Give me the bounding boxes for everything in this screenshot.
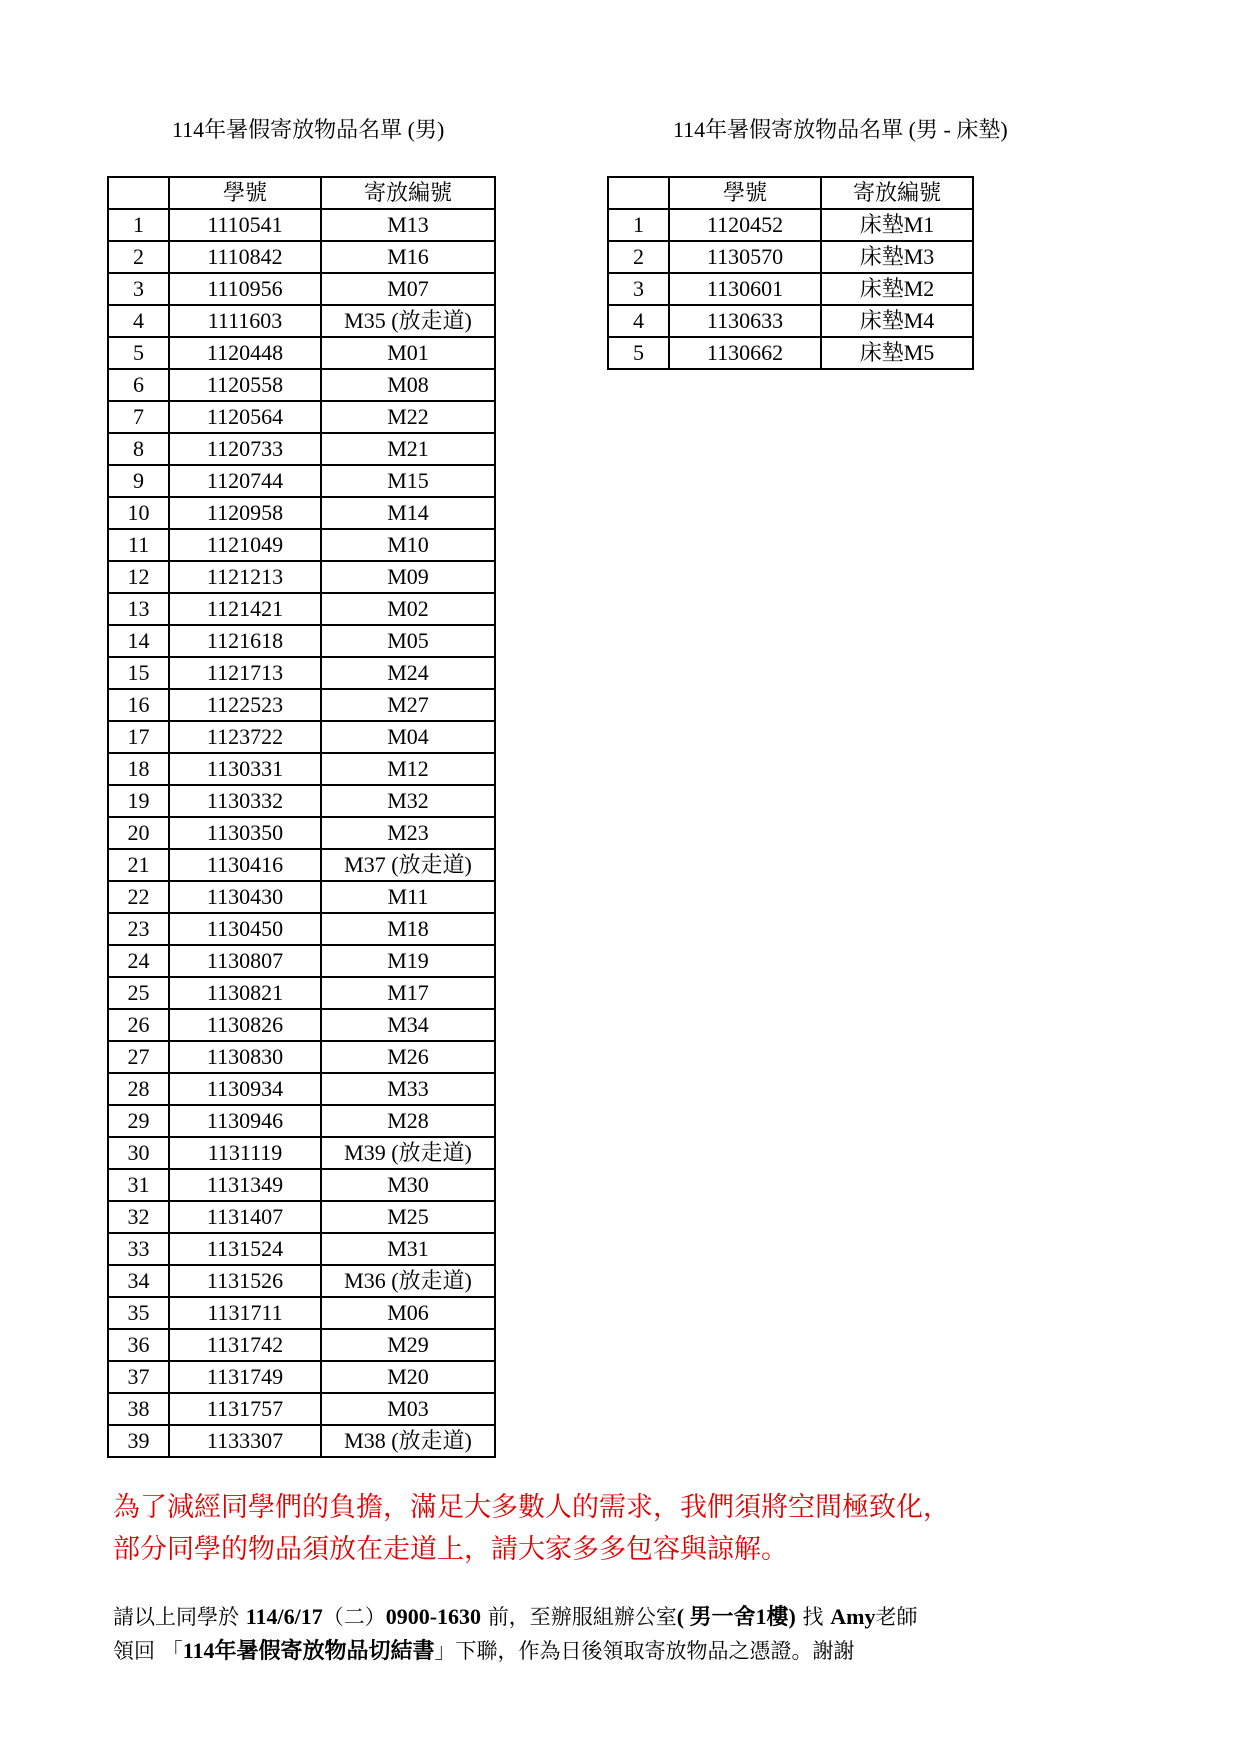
storage-number: M22: [321, 401, 495, 433]
storage-number: M18: [321, 913, 495, 945]
row-index: 13: [108, 593, 169, 625]
table-row: [108, 593, 495, 625]
row-index: 14: [108, 625, 169, 657]
instruction-line-1: [113, 1600, 1193, 1634]
student-id: 1120958: [169, 497, 321, 529]
table-row: [108, 273, 495, 305]
table-row: [108, 1009, 495, 1041]
row-index: 37: [108, 1361, 169, 1393]
row-index: 36: [108, 1329, 169, 1361]
storage-number: M27: [321, 689, 495, 721]
row-index: 29: [108, 1105, 169, 1137]
row-index: 39: [108, 1425, 169, 1457]
table-row: [108, 849, 495, 881]
student-id: 1123722: [169, 721, 321, 753]
student-id: 1130450: [169, 913, 321, 945]
storage-number: M24: [321, 657, 495, 689]
student-id: 1131349: [169, 1169, 321, 1201]
row-index: 5: [108, 337, 169, 369]
student-id: 1130570: [669, 241, 821, 273]
storage-number: M36 (放走道): [321, 1265, 495, 1297]
storage-number: M15: [321, 465, 495, 497]
row-index: 15: [108, 657, 169, 689]
student-id: 1110956: [169, 273, 321, 305]
pickup-time: 0900-1630: [385, 1604, 482, 1629]
instr-text: 老師: [875, 1605, 918, 1629]
student-id: 1131119: [169, 1137, 321, 1169]
table-row: [108, 881, 495, 913]
student-id: 1131749: [169, 1361, 321, 1393]
student-id: 1110541: [169, 209, 321, 241]
table-row: [108, 337, 495, 369]
row-index: 22: [108, 881, 169, 913]
storage-number: M06: [321, 1297, 495, 1329]
storage-number: M34: [321, 1009, 495, 1041]
row-index: 35: [108, 1297, 169, 1329]
storage-table-mattress: [607, 176, 974, 370]
instr-text: 找: [795, 1605, 831, 1629]
table-row: [108, 1073, 495, 1105]
student-id: 1130821: [169, 977, 321, 1009]
row-index: 33: [108, 1233, 169, 1265]
table-row: [108, 241, 495, 273]
table-row: [108, 1233, 495, 1265]
table-body: [108, 209, 495, 1457]
storage-number: M08: [321, 369, 495, 401]
student-id: 1110842: [169, 241, 321, 273]
storage-table-male: [107, 176, 496, 1458]
student-id: 1121213: [169, 561, 321, 593]
storage-number: M38 (放走道): [321, 1425, 495, 1457]
storage-number: M39 (放走道): [321, 1137, 495, 1169]
table-row: [108, 1265, 495, 1297]
notice-line-1: 為了減經同學們的負擔，滿足大多數人的需求，我們須將空間極致化，: [113, 1492, 950, 1523]
storage-number: M12: [321, 753, 495, 785]
storage-number: 床墊M1: [821, 209, 973, 241]
table-row: [108, 209, 495, 241]
student-id: 1122523: [169, 689, 321, 721]
table-row: [108, 977, 495, 1009]
storage-number: M35 (放走道): [321, 305, 495, 337]
table-row: [108, 305, 495, 337]
student-id: 1120452: [669, 209, 821, 241]
form-name: 114年暑假寄放物品切結書: [182, 1638, 435, 1663]
table-row: [108, 561, 495, 593]
table-header-row: [108, 177, 495, 209]
row-index: 9: [108, 465, 169, 497]
student-id: 1121618: [169, 625, 321, 657]
storage-number: M21: [321, 433, 495, 465]
row-index: 1: [608, 209, 669, 241]
left-list-title: 114年暑假寄放物品名單 (男): [172, 117, 445, 142]
storage-number-header: 寄放編號: [321, 177, 495, 209]
student-id: 1130633: [669, 305, 821, 337]
pickup-weekday: （二）: [322, 1605, 386, 1629]
storage-number: M14: [321, 497, 495, 529]
student-id: 1120448: [169, 337, 321, 369]
row-index: 3: [108, 273, 169, 305]
storage-number: M05: [321, 625, 495, 657]
row-index: 38: [108, 1393, 169, 1425]
red-notice: [113, 1487, 1173, 1571]
student-id: 1120733: [169, 433, 321, 465]
storage-number: M28: [321, 1105, 495, 1137]
student-id: 1130416: [169, 849, 321, 881]
instr-text: 前，至辦服組辦公室: [481, 1605, 677, 1629]
table-row: [108, 1201, 495, 1233]
row-index: 21: [108, 849, 169, 881]
row-index: 32: [108, 1201, 169, 1233]
storage-number: M13: [321, 209, 495, 241]
row-index: 7: [108, 401, 169, 433]
table-row: [108, 497, 495, 529]
row-index: 6: [108, 369, 169, 401]
student-id: 1130807: [169, 945, 321, 977]
student-id: 1130662: [669, 337, 821, 369]
row-index: 12: [108, 561, 169, 593]
storage-number: M25: [321, 1201, 495, 1233]
student-id: 1131407: [169, 1201, 321, 1233]
student-id: 1131757: [169, 1393, 321, 1425]
student-id-header: 學號: [169, 177, 321, 209]
row-index: 30: [108, 1137, 169, 1169]
student-id: 1130830: [169, 1041, 321, 1073]
storage-number: M23: [321, 817, 495, 849]
student-id: 1111603: [169, 305, 321, 337]
student-id: 1130430: [169, 881, 321, 913]
table-row: [108, 401, 495, 433]
student-id: 1130331: [169, 753, 321, 785]
table-row: [108, 369, 495, 401]
notice-line-2: 部分同學的物品須放在走道上，請大家多多包容與諒解。: [113, 1534, 788, 1565]
storage-number: 床墊M3: [821, 241, 973, 273]
storage-number-header: 寄放編號: [821, 177, 973, 209]
row-index: 1: [108, 209, 169, 241]
storage-number: M09: [321, 561, 495, 593]
storage-number: M17: [321, 977, 495, 1009]
index-header: [108, 177, 169, 209]
row-index: 27: [108, 1041, 169, 1073]
student-id: 1130826: [169, 1009, 321, 1041]
storage-number: M11: [321, 881, 495, 913]
student-id: 1121421: [169, 593, 321, 625]
pickup-location: ( 男一舍1樓): [676, 1604, 796, 1629]
student-id: 1130350: [169, 817, 321, 849]
instr-text: 請以上同學於: [113, 1605, 246, 1629]
row-index: 3: [608, 273, 669, 305]
table-row: [108, 945, 495, 977]
student-id: 1131742: [169, 1329, 321, 1361]
row-index: 8: [108, 433, 169, 465]
row-index: 17: [108, 721, 169, 753]
student-id-header: 學號: [669, 177, 821, 209]
row-index: 26: [108, 1009, 169, 1041]
index-header: [608, 177, 669, 209]
student-id: 1120558: [169, 369, 321, 401]
table-row: [108, 1425, 495, 1457]
row-index: 23: [108, 913, 169, 945]
storage-number: M19: [321, 945, 495, 977]
table-row: [108, 465, 495, 497]
row-index: 19: [108, 785, 169, 817]
table-row: [108, 529, 495, 561]
row-index: 4: [108, 305, 169, 337]
table-row: [608, 209, 973, 241]
storage-number: M30: [321, 1169, 495, 1201]
row-index: 18: [108, 753, 169, 785]
table-header-row: [608, 177, 973, 209]
row-index: 4: [608, 305, 669, 337]
student-id: 1131711: [169, 1297, 321, 1329]
storage-number: 床墊M2: [821, 273, 973, 305]
storage-number: M10: [321, 529, 495, 561]
storage-number: M37 (放走道): [321, 849, 495, 881]
table-row: [108, 817, 495, 849]
row-index: 24: [108, 945, 169, 977]
table-body: [608, 209, 973, 369]
table-row: [108, 1297, 495, 1329]
table-row: [108, 1361, 495, 1393]
pickup-date: 114/6/17: [245, 1604, 323, 1629]
row-index: 28: [108, 1073, 169, 1105]
table-row: [108, 1393, 495, 1425]
storage-number: M04: [321, 721, 495, 753]
table-row: [108, 657, 495, 689]
table-row: [608, 337, 973, 369]
student-id: 1131524: [169, 1233, 321, 1265]
table-row: [108, 1105, 495, 1137]
row-index: 34: [108, 1265, 169, 1297]
student-id: 1130946: [169, 1105, 321, 1137]
table-row: [108, 433, 495, 465]
storage-number: 床墊M4: [821, 305, 973, 337]
student-id: 1121049: [169, 529, 321, 561]
student-id: 1130332: [169, 785, 321, 817]
instr-text: 」下聯，作為日後領取寄放物品之憑證。謝謝: [434, 1639, 855, 1663]
table-row: [108, 913, 495, 945]
table-row: [608, 305, 973, 337]
storage-number: M07: [321, 273, 495, 305]
table-row: [108, 625, 495, 657]
storage-number: M03: [321, 1393, 495, 1425]
table-row: [608, 273, 973, 305]
student-id: 1130934: [169, 1073, 321, 1105]
pickup-instructions: [113, 1600, 1193, 1668]
table-row: [108, 1169, 495, 1201]
student-id: 1120564: [169, 401, 321, 433]
table-row: [108, 689, 495, 721]
table-row: [108, 785, 495, 817]
table-row: [108, 1329, 495, 1361]
student-id: 1131526: [169, 1265, 321, 1297]
table-row: [108, 753, 495, 785]
table-row: [108, 721, 495, 753]
storage-number: M20: [321, 1361, 495, 1393]
storage-number: M16: [321, 241, 495, 273]
instruction-line-2: [113, 1634, 1193, 1668]
row-index: 16: [108, 689, 169, 721]
student-id: 1121713: [169, 657, 321, 689]
row-index: 2: [108, 241, 169, 273]
row-index: 20: [108, 817, 169, 849]
student-id: 1130601: [669, 273, 821, 305]
storage-number: M31: [321, 1233, 495, 1265]
student-id: 1120744: [169, 465, 321, 497]
storage-number: M01: [321, 337, 495, 369]
row-index: 31: [108, 1169, 169, 1201]
row-index: 25: [108, 977, 169, 1009]
table-row: [108, 1041, 495, 1073]
row-index: 10: [108, 497, 169, 529]
row-index: 2: [608, 241, 669, 273]
table-row: [608, 241, 973, 273]
storage-number: M02: [321, 593, 495, 625]
contact-person: Amy: [830, 1604, 876, 1629]
storage-number: M32: [321, 785, 495, 817]
storage-number: M29: [321, 1329, 495, 1361]
row-index: 11: [108, 529, 169, 561]
storage-number: M33: [321, 1073, 495, 1105]
student-id: 1133307: [169, 1425, 321, 1457]
table-row: [108, 1137, 495, 1169]
storage-number: M26: [321, 1041, 495, 1073]
storage-number: 床墊M5: [821, 337, 973, 369]
row-index: 5: [608, 337, 669, 369]
instr-text: 領回 「: [113, 1639, 183, 1663]
right-list-title: 114年暑假寄放物品名單 (男 - 床墊): [673, 117, 1008, 142]
